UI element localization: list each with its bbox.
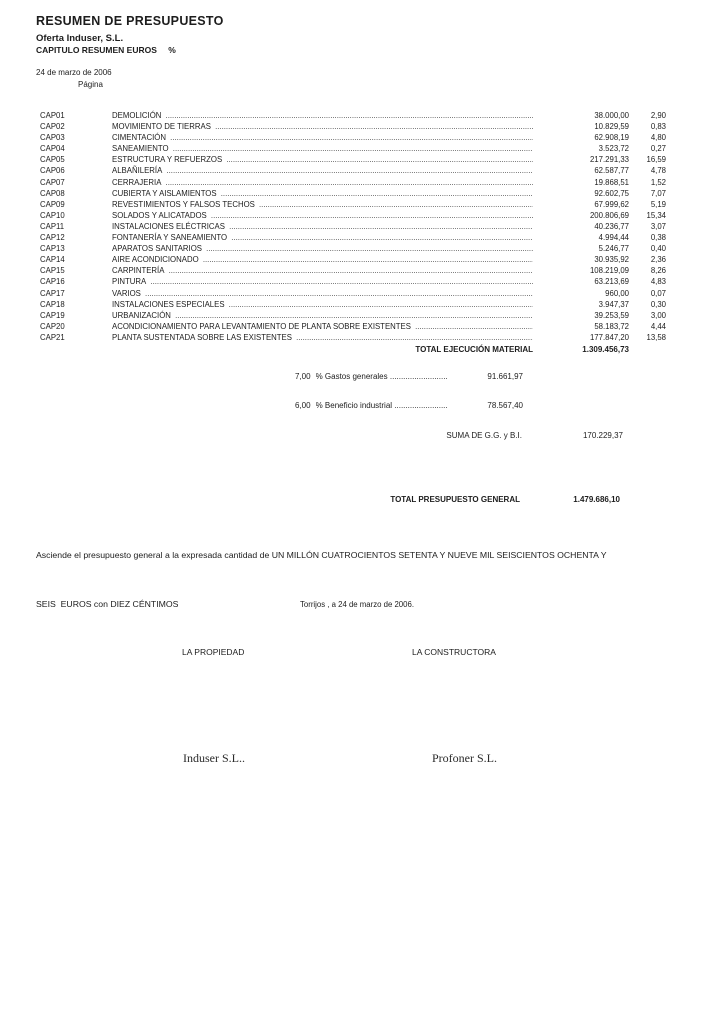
chapter-row (0, 276, 723, 287)
chapter-name: APARATOS SANITARIOS (112, 244, 202, 254)
chapter-name: ACONDICIONAMIENTO PARA LEVANTAMIENTO DE PLANTA SOBRE EXISTENTES (112, 321, 411, 331)
beneficio-value: 78.567,40 (487, 401, 523, 410)
chapter-euros: 63.213,69 (594, 277, 629, 287)
chapter-euros: 38.000,00 (594, 111, 629, 120)
chapter-row (0, 199, 723, 210)
chapter-euros: 5.246,77 (598, 244, 629, 254)
dot-leader (294, 332, 533, 343)
chapter-row (0, 210, 723, 221)
chapter-name: CARPINTERÍA (112, 266, 165, 276)
dot-leader (209, 210, 533, 221)
gastos-value: 91.661,97 (487, 372, 523, 381)
chapter-percent: 2,36 (650, 255, 666, 265)
dot-leader (173, 310, 533, 321)
chapter-code: CAP08 (40, 188, 65, 198)
chapter-name: MOVIMIENTO DE TIERRAS (112, 122, 211, 132)
chapter-code: CAP15 (40, 266, 65, 276)
amount-in-words-line1: Asciende el presupuesto general a la expresada cantidad de UN MILLÓN CUATROCIENTOS SETENTA Y NUEVE MIL SEISCIENTOS OCHENTA Y (36, 550, 607, 560)
total-ejecucion-row (0, 344, 723, 355)
page-number-label: Página (78, 80, 103, 89)
amount-in-words (36, 528, 607, 632)
total-ejecucion-value: 1.309.456,73 (582, 344, 629, 354)
dot-leader (213, 121, 533, 132)
chapter-percent: 4,83 (650, 277, 666, 287)
column-headers (36, 45, 176, 55)
chapter-row (0, 177, 723, 188)
place-date-line: Torrijos , a 24 de marzo de 2006. (300, 600, 414, 609)
constructor-signature: Profoner S.L. (432, 751, 497, 765)
column-headers-label: CAPITULO RESUMEN EUROS (36, 45, 157, 55)
dot-leader (257, 199, 533, 210)
chapter-row (0, 299, 723, 310)
chapter-percent: 3,00 (650, 310, 666, 320)
document-date: 24 de marzo de 2006 (36, 68, 112, 77)
dot-leader (163, 177, 533, 188)
chapter-percent: 0,07 (650, 288, 666, 298)
property-label: LA PROPIEDAD (182, 647, 245, 657)
dot-leader (164, 165, 533, 176)
chapter-code: CAP01 (40, 111, 65, 120)
chapter-row (0, 165, 723, 176)
chapter-percent: 0,38 (650, 233, 666, 243)
chapters-body (0, 110, 723, 343)
dot-leader (201, 254, 533, 265)
chapter-name: ALBAÑILERÍA (112, 166, 163, 176)
chapter-euros: 4.994,44 (598, 233, 629, 243)
chapter-code: CAP07 (40, 177, 65, 187)
dot-leader (224, 154, 533, 165)
beneficio-industrial-row (295, 400, 523, 411)
dot-leader (227, 299, 533, 310)
chapter-row (0, 154, 723, 165)
chapter-euros: 217.291,33 (589, 155, 629, 165)
beneficio-percent: 6,00 (295, 401, 311, 410)
dot-leader (204, 243, 533, 254)
chapter-name: AIRE ACONDICIONADO (112, 255, 199, 265)
property-signature: Induser S.L.. (183, 751, 245, 765)
gastos-generales-row (295, 371, 523, 382)
chapter-code: CAP19 (40, 310, 65, 320)
dot-leader (148, 276, 533, 287)
chapter-percent: 3,07 (650, 221, 666, 231)
chapter-row (0, 265, 723, 276)
chapter-name: PLANTA SUSTENTADA SOBRE LAS EXISTENTES (112, 332, 292, 342)
total-ejecucion-label: TOTAL EJECUCIÓN MATERIAL (415, 344, 533, 354)
chapter-name: INSTALACIONES ESPECIALES (112, 299, 225, 309)
amount-in-words-line2: SEIS EUROS con DIEZ CÉNTIMOS (36, 599, 179, 609)
offer-subtitle: Oferta Induser, S.L. (36, 33, 124, 44)
chapter-percent: 4,80 (650, 133, 666, 143)
chapter-euros: 67.999,62 (594, 199, 629, 209)
chapter-row (0, 310, 723, 321)
percent-column-header: % (168, 45, 176, 55)
chapter-euros: 3.523,72 (598, 144, 629, 154)
chapter-code: CAP05 (40, 155, 65, 165)
chapter-euros: 92.602,75 (594, 188, 629, 198)
chapter-code: CAP03 (40, 133, 65, 143)
chapter-name: ESTRUCTURA Y REFUERZOS (112, 155, 223, 165)
dot-leader (229, 232, 533, 243)
suma-value: 170.229,37 (582, 431, 623, 440)
total-general-value: 1.479.686,10 (573, 495, 620, 504)
total-general-label: TOTAL PRESUPUESTO GENERAL (390, 495, 520, 504)
chapter-row (0, 232, 723, 243)
chapter-code: CAP21 (40, 332, 65, 342)
chapter-percent: 15,34 (646, 210, 666, 220)
chapter-code: CAP04 (40, 144, 65, 154)
chapter-percent: 13,58 (646, 332, 666, 342)
gastos-percent: 7,00 (295, 372, 311, 381)
dot-leader (166, 265, 533, 276)
chapter-row (0, 321, 723, 332)
chapter-name: REVESTIMIENTOS Y FALSOS TECHOS (112, 199, 255, 209)
chapter-code: CAP17 (40, 288, 65, 298)
gastos-label: % Gastos generales ..... (316, 371, 448, 382)
dot-leader (413, 321, 533, 332)
chapter-euros: 39.253,59 (594, 310, 629, 320)
chapter-name: FONTANERÍA Y SANEAMIENTO (112, 233, 228, 243)
chapter-percent: 16,59 (646, 155, 666, 165)
chapter-name: VARIOS (112, 288, 141, 298)
chapter-name: URBANIZACIÓN (112, 310, 171, 320)
suma-label: SUMA DE G.G. y B.I. (446, 431, 522, 440)
chapter-row (0, 243, 723, 254)
chapter-row (0, 121, 723, 132)
dot-leader (168, 132, 533, 143)
dot-leader (171, 143, 533, 154)
dot-leader (219, 188, 533, 199)
constructor-label: LA CONSTRUCTORA (412, 647, 496, 657)
chapter-row (0, 143, 723, 154)
chapter-percent: 0,40 (650, 244, 666, 254)
chapter-euros: 62.587,77 (594, 166, 629, 176)
chapter-percent: 1,52 (650, 177, 666, 187)
chapter-percent: 2,90 (650, 111, 666, 120)
chapter-code: CAP02 (40, 122, 65, 132)
chapter-row (0, 254, 723, 265)
chapter-euros: 177.847,20 (589, 332, 629, 342)
chapter-euros: 10.829,59 (594, 122, 629, 132)
chapter-euros: 62.908,19 (594, 133, 629, 143)
chapter-name: CERRAJERIA (112, 177, 162, 187)
chapter-percent: 4,44 (650, 321, 666, 331)
chapter-row (0, 288, 723, 299)
page-title: RESUMEN DE PRESUPUESTO (36, 14, 224, 28)
chapter-name: DEMOLICIÓN (112, 111, 162, 120)
chapter-euros: 3.947,37 (598, 299, 629, 309)
chapter-name: CUBIERTA Y AISLAMIENTOS (112, 188, 217, 198)
chapter-percent: 0,83 (650, 122, 666, 132)
chapter-euros: 30.935,92 (594, 255, 629, 265)
total-general-row (38, 494, 620, 505)
fees-block (295, 371, 523, 411)
chapter-percent: 4,78 (650, 166, 666, 176)
chapter-code: CAP10 (40, 210, 65, 220)
chapter-percent: 0,30 (650, 299, 666, 309)
chapter-name: PINTURA (112, 277, 147, 287)
chapter-code: CAP16 (40, 277, 65, 287)
chapter-code: CAP18 (40, 299, 65, 309)
chapter-percent: 8,26 (650, 266, 666, 276)
chapters-table (0, 110, 723, 355)
dot-leader (163, 110, 533, 121)
dot-leader (143, 288, 533, 299)
chapter-row (0, 332, 723, 343)
chapter-percent: 5,19 (650, 199, 666, 209)
dot-leader (227, 221, 533, 232)
chapter-row (0, 188, 723, 199)
chapter-name: SOLADOS Y ALICATADOS (112, 210, 207, 220)
chapter-euros: 200.806,69 (589, 210, 629, 220)
chapter-code: CAP11 (40, 221, 65, 231)
chapter-name: CIMENTACIÓN (112, 133, 166, 143)
chapter-code: CAP12 (40, 233, 65, 243)
chapter-percent: 7,07 (650, 188, 666, 198)
chapter-row (0, 110, 723, 121)
chapter-percent: 0,27 (650, 144, 666, 154)
chapter-code: CAP06 (40, 166, 65, 176)
beneficio-label: % Beneficio industrial ..... (316, 400, 448, 411)
chapter-euros: 19.868,51 (594, 177, 629, 187)
chapter-code: CAP13 (40, 244, 65, 254)
chapter-euros: 960,00 (605, 288, 629, 298)
chapter-name: SANEAMIENTO (112, 144, 169, 154)
chapter-code: CAP14 (40, 255, 65, 265)
chapter-row (0, 221, 723, 232)
chapter-code: CAP20 (40, 321, 65, 331)
chapter-euros: 40.236,77 (594, 221, 629, 231)
chapter-row (0, 132, 723, 143)
chapter-euros: 58.183,72 (594, 321, 629, 331)
chapter-euros: 108.219,09 (589, 266, 629, 276)
chapter-code: CAP09 (40, 199, 65, 209)
chapter-name: INSTALACIONES ELÉCTRICAS (112, 221, 225, 231)
suma-gg-bi-row (38, 430, 623, 441)
